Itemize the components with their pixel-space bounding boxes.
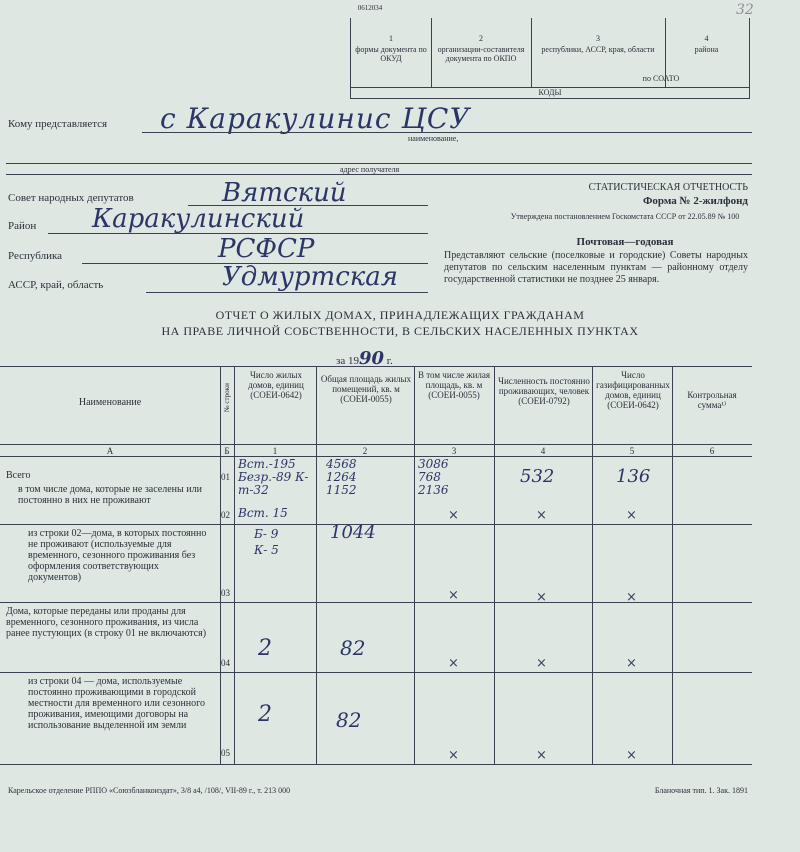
row-01-people: 532 [520, 466, 555, 487]
codes-col-okpo [431, 18, 532, 88]
printer-right: Бланочная тип. 1. Зак. 1891 [654, 786, 748, 795]
codes-col-label: формы документа по ОКУД [355, 45, 427, 63]
submission-note: Представляют сельские (поселковые и городские) Советы народных депутатов по сельским населенным пунктам — районному отделу государственной статистики не позднее 25 января. [444, 250, 748, 285]
codes-col-okud [351, 18, 432, 88]
year-suffix: г. [386, 355, 393, 367]
period: Почтовая—годовая [576, 236, 674, 248]
row-05-label: из строки 04 — дома, используемые постоянно проживающими в городской местности для временного или сезонного проживания, имеющими договоры на использование выделенной им земли [28, 676, 206, 731]
assr-value: Удмуртская [222, 262, 399, 292]
okud-code: 0612034 [357, 4, 383, 12]
main-table [0, 366, 752, 782]
col-letter-1: 1 [272, 446, 278, 456]
year-value: 90 [358, 348, 385, 369]
codes-col-label: организации-составителя документа по ОКПО [437, 45, 525, 63]
recipient-value: с Каракулинис ЦСУ [160, 102, 471, 135]
col-letter-b: Б [224, 446, 230, 456]
row-number: 03 [221, 588, 230, 598]
republic-label: Республика [8, 250, 63, 262]
header-gas: Число газифицированных домов, единиц (СОЕИ-0642) [596, 370, 670, 410]
row-02-houses: Вст. 15 [238, 506, 288, 520]
row-number: 05 [221, 748, 230, 758]
page-number-mark: 32 [736, 2, 754, 18]
row-03-label: из строки 02—дома, в которых постоянно не проживают (используемые для временного, сезонного проживания без оформления соответствующих документов) [28, 528, 207, 583]
row-02-area: 1044 [330, 522, 376, 543]
codes-col-num: 1 [389, 34, 393, 43]
district-label: Район [8, 220, 37, 232]
col-letter-4: 4 [540, 446, 546, 456]
codes-col-label: республики, АССР, края, области [541, 45, 655, 54]
district-value: Каракулинский [92, 204, 305, 234]
x-mark: × [626, 590, 637, 605]
stat-reporting: СТАТИСТИЧЕСКАЯ ОТЧЕТНОСТЬ [588, 182, 748, 193]
header-people: Численность постоянно проживающих, человек (СОЕИ-0792) [498, 376, 590, 406]
x-mark: × [536, 590, 547, 605]
row-number: 04 [221, 658, 230, 668]
x-mark: × [536, 508, 547, 523]
header-living: В том числе жилая площадь, кв. м (СОЕИ-0055) [417, 370, 491, 400]
row-04-houses: 2 [258, 636, 272, 661]
row-01-area: 4568 1264 1152 [326, 457, 357, 497]
row-01-houses: Вст.-195 Безр.-89 К-т-32 [238, 457, 309, 497]
row-number: 02 [221, 510, 230, 520]
col-letter-2: 2 [362, 446, 368, 456]
row-02-label: в том числе дома, которые не заселены или постоянно в них не проживают [18, 484, 202, 506]
col-letter-3: 3 [451, 446, 457, 456]
address-caption: адрес получателя [340, 165, 400, 174]
row-01-living: 3086 768 2136 [418, 457, 449, 497]
codes-table [350, 18, 750, 99]
header-area: Общая площадь жилых помещений, кв. м (СОЕИ-0055) [320, 374, 412, 404]
codes-col-label: района [694, 45, 719, 54]
header-control: Контрольная сумма¹⁾ [687, 390, 737, 410]
soato-label: по СОАТО [642, 74, 680, 83]
row-05-houses: 2 [258, 702, 272, 727]
form-number: Форма № 2-жилфонд [642, 195, 748, 207]
col-letter-6: 6 [709, 446, 715, 456]
codes-col-num: 2 [479, 34, 483, 43]
council-label: Совет народных депутатов [8, 192, 134, 204]
x-mark: × [536, 656, 547, 671]
codes-col-num: 4 [704, 34, 709, 43]
recipient-caption: наименование, [408, 134, 459, 143]
x-mark: × [626, 748, 637, 763]
col-letter-5: 5 [629, 446, 635, 456]
x-mark: × [448, 588, 459, 603]
row-04-label: Дома, которые переданы или проданы для временного, сезонного проживания, из числа ранее пустующих (в строку 01 не включаются) [6, 606, 207, 639]
x-mark: × [448, 748, 459, 763]
row-01-label: Всего [6, 470, 31, 481]
header-row-number: № строки [223, 383, 231, 412]
recipient-label: Кому представляется [8, 118, 108, 130]
x-mark: × [448, 656, 459, 671]
codes-col-num: 3 [596, 34, 600, 43]
report-title-line2: НА ПРАВЕ ЛИЧНОЙ СОБСТВЕННОСТИ, В СЕЛЬСКИХ НАСЕЛЕННЫХ ПУНКТАХ [161, 324, 639, 338]
row-01-gas: 136 [616, 466, 651, 487]
x-mark: × [448, 508, 459, 523]
codes-footer: КОДЫ [351, 87, 749, 98]
printer-left: Карельское отделение РППО «Союзбланкоиздат», 3/8 а4, /108/, VII-89 г., т. 213 000 [8, 786, 291, 795]
header-name: Наименование [78, 397, 142, 408]
header-houses: Число жилых домов, единиц (СОЕИ-0642) [248, 370, 304, 400]
row-03-houses: Б- 9 К- 5 [254, 527, 279, 557]
report-title-line1: ОТЧЕТ О ЖИЛЫХ ДОМАХ, ПРИНАДЛЕЖАЩИХ ГРАЖДАНАМ [215, 308, 585, 322]
approval-note: Утверждена постановлением Госкомстата СССР от 22.05.89 № 100 [510, 212, 740, 221]
x-mark: × [626, 656, 637, 671]
row-04-area: 82 [340, 636, 366, 660]
row-number: 01 [221, 472, 230, 482]
year-prefix: за 19 [336, 355, 359, 367]
assr-label: АССР, край, область [8, 279, 104, 291]
col-letter-a: А [106, 446, 114, 456]
council-value: Вятский [222, 178, 347, 208]
row-05-area: 82 [336, 708, 362, 732]
x-mark: × [626, 508, 637, 523]
republic-value: РСФСР [218, 234, 315, 264]
x-mark: × [536, 748, 547, 763]
